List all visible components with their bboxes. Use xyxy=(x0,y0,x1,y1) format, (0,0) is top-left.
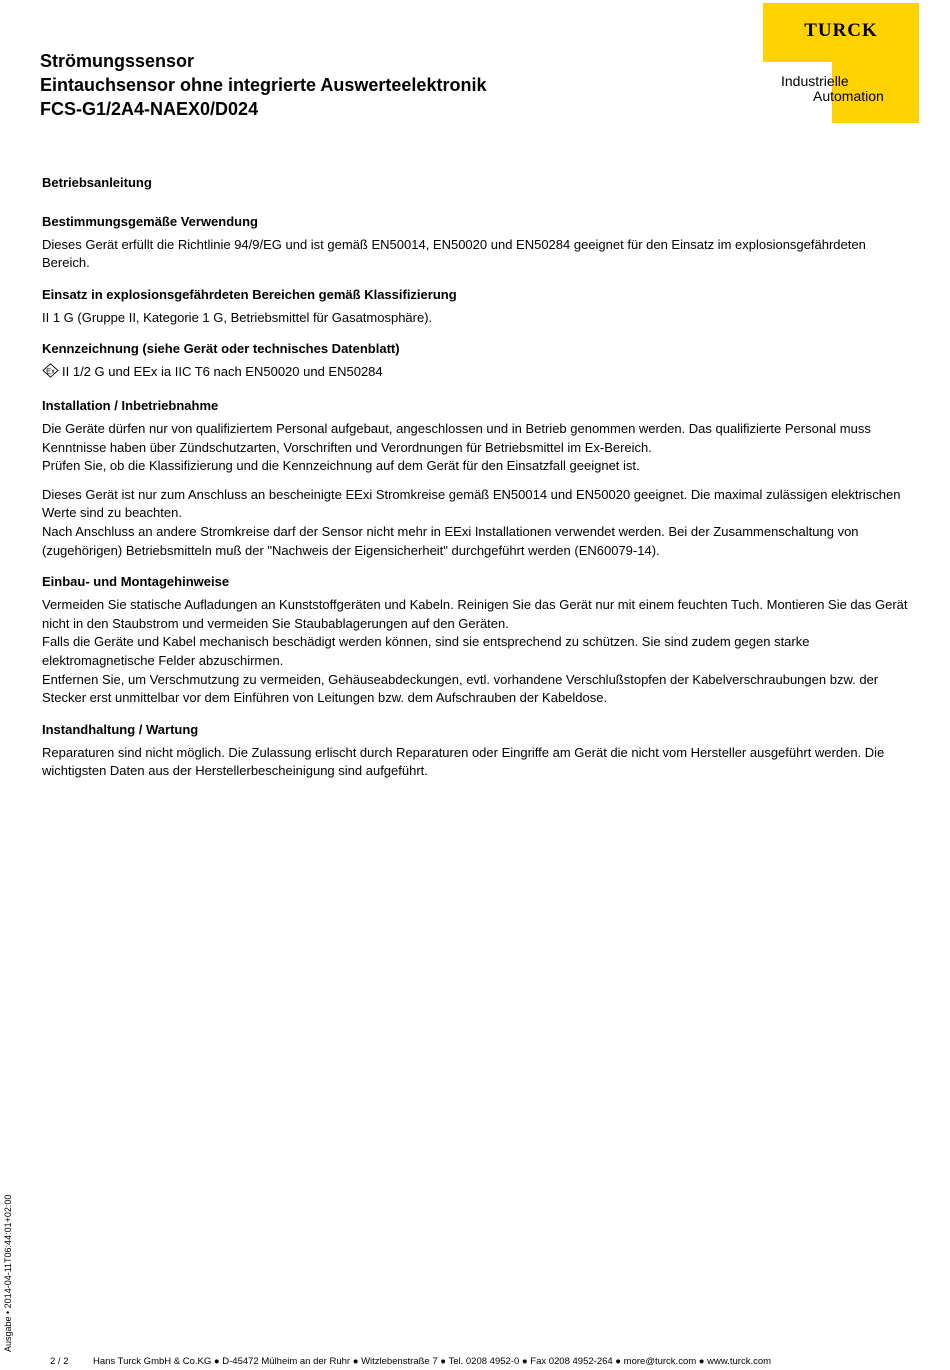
paragraph: Vermeiden Sie statische Aufladungen an Kunststoffgeräten und Kabeln. Reinigen Sie das Gerät nur mit einem feuchten Tuch. Montieren Sie das Gerät nicht in den Staubstrom und vermeiden Sie Staubablagerungen auf den Geräten. xyxy=(42,597,908,631)
section-kennzeichnung xyxy=(42,340,912,384)
marking-text: II 1/2 G und EEx ia IIC T6 nach EN50020 und EN50284 xyxy=(62,364,383,380)
paragraph: Nach Anschluss an andere Stromkreise darf der Sensor nicht mehr in EExi Installationen verwendet werden. Bei der Zusammenschaltung von (zugehörigen) Betriebsmitteln muß der "Nachweis der Eigensicherheit" durchgeführt werden (EN60079-14). xyxy=(42,523,859,558)
paragraph: Dieses Gerät erfüllt die Richtlinie 94/9/EG und ist gemäß EN50014, EN50020 und EN50284 geeignet für den Einsatz im explosionsgefährdeten Bereich. xyxy=(42,236,866,271)
paragraph: Entfernen Sie, um Verschmutzung zu vermeiden, Gehäuseabdeckungen, evtl. vorhandene Verschlußstopfen der Kabelverschraubungen bzw. der Stecker erst unmittelbar vor dem Einführen von Leitungen bzw. dem Aufschrauben der Kabeldose. xyxy=(42,671,879,706)
turck-logo-icon: TURCK xyxy=(804,20,878,41)
section-verwendung xyxy=(42,213,912,273)
tagline-line-1: Industrielle xyxy=(781,73,849,89)
section-heading: Installation / Inbetriebnahme xyxy=(42,397,219,413)
section-heading: Bestimmungsgemäße Verwendung xyxy=(42,213,258,229)
document-title xyxy=(40,49,700,121)
title-line-3: FCS-G1/2A4-NAEX0/D024 xyxy=(40,99,259,119)
doc-label: Betriebsanleitung xyxy=(42,175,152,190)
title-line-1: Strömungssensor xyxy=(40,51,195,71)
title-line-2: Eintauchsensor ohne integrierte Auswerteelektronik xyxy=(40,75,487,95)
logo-tagline xyxy=(781,74,884,104)
paragraph: Dieses Gerät ist nur zum Anschluss an bescheinigte EExi Stromkreise gemäß EN50014 und EN50020 geeignet. Die maximal zulässigen elektrischen Werte sind zu beachten. xyxy=(42,486,901,521)
footer-company: Hans Turck GmbH & Co.KG ● D-45472 Mülheim an der Ruhr ● Witzlebenstraße 7 ● Tel. 0208 4952-0 ● Fax 0208 4952-264 ● more@turck.com ● www.turck.com xyxy=(93,1356,772,1367)
paragraph xyxy=(42,363,912,384)
svg-text:Ex: Ex xyxy=(46,366,55,376)
paragraph: Die Geräte dürfen nur von qualifiziertem Personal aufgebaut, angeschlossen und in Betrieb genommen werden. Das qualifizierte Personal muss Kenntnisse haben über Zündschutzarten, Vorschriften und Verordnungen für Betriebsmittel im Ex-Bereich. xyxy=(42,420,871,455)
paragraph: II 1 G (Gruppe II, Kategorie 1 G, Betriebsmittel für Gasatmosphäre). xyxy=(42,309,433,325)
paragraph: Prüfen Sie, ob die Klassifizierung und die Kennzeichnung auf dem Gerät für den Einsatzfall geeignet ist. xyxy=(42,458,640,474)
section-wartung xyxy=(42,721,912,781)
page-number: 2 / 2 xyxy=(50,1356,69,1367)
section-installation xyxy=(42,397,912,560)
section-heading: Einsatz in explosionsgefährdeten Bereichen gemäß Klassifizierung xyxy=(42,286,457,302)
document-body xyxy=(42,174,912,794)
section-einsatz xyxy=(42,286,912,328)
section-heading: Kennzeichnung (siehe Gerät oder technisches Datenblatt) xyxy=(42,341,400,357)
ex-marking-icon xyxy=(42,363,59,384)
paragraph: Falls die Geräte und Kabel mechanisch beschädigt werden können, sind sie entsprechend zu schützen. Sie sind zudem gegen starke elektromagnetische Felder abzuschirmen. xyxy=(42,634,810,668)
edition-note: Ausgabe • 2014-04-11T06:44:01+02:00 xyxy=(3,1194,13,1352)
section-heading: Einbau- und Montagehinweise xyxy=(42,574,230,590)
paragraph: Reparaturen sind nicht möglich. Die Zulassung erlischt durch Reparaturen oder Eingriffe am Gerät die nicht vom Hersteller ausgeführt werden. Die wichtigsten Daten aus der Herstellerbescheinigung sind aufgeführt. xyxy=(42,744,885,779)
section-montage xyxy=(42,573,912,708)
section-heading: Instandhaltung / Wartung xyxy=(42,721,199,737)
tagline-line-2: Automation xyxy=(813,88,884,104)
